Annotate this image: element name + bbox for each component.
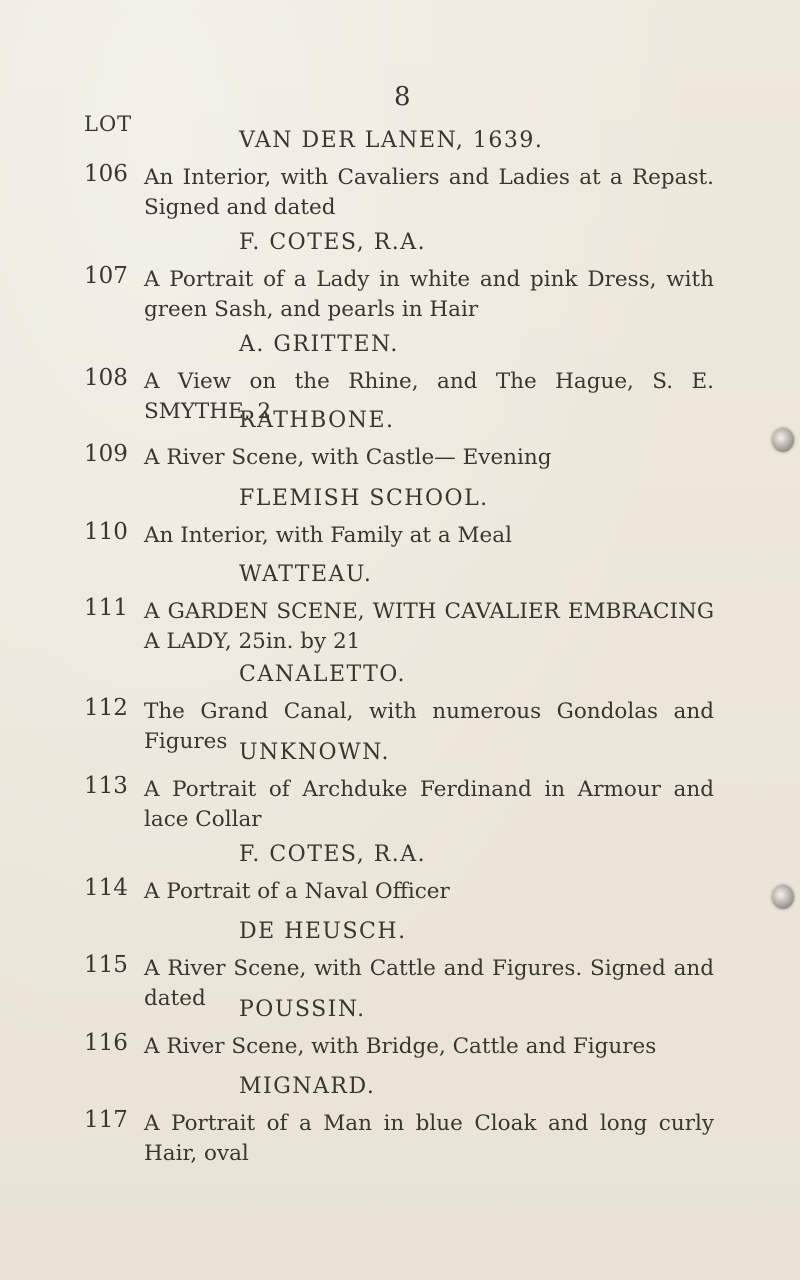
lot-title: A River Scene, with Castle— Evening <box>144 445 552 470</box>
lot-number: 113 <box>84 773 128 799</box>
lot-number: 116 <box>84 1030 128 1056</box>
lot-number: 117 <box>84 1107 128 1133</box>
lot-number: 108 <box>84 365 128 391</box>
lot-title: An Interior, with Cavaliers and Ladies at a Repast. Signed and dated <box>144 165 714 220</box>
lot-artist: MIGNARD. <box>239 1074 376 1099</box>
lot-artist: RATHBONE. <box>239 408 395 433</box>
lot-artist: FLEMISH SCHOOL. <box>239 486 489 511</box>
lot-title: An Interior, with Family at a Meal <box>144 523 512 548</box>
lot-number: 106 <box>84 161 128 187</box>
lot-number: 115 <box>84 952 128 978</box>
lot-number: 110 <box>84 519 128 545</box>
lot-title: A River Scene, with Cattle and Figures. Signed and dated <box>144 956 714 1011</box>
binding-hole-icon <box>772 428 794 452</box>
lot-title: A Portrait of a Naval Officer <box>144 879 450 904</box>
lot-artist: WATTEAU. <box>239 562 373 587</box>
lot-artist: DE HEUSCH. <box>239 919 407 944</box>
lot-title: A GARDEN SCENE, WITH CAVALIER EMBRACING A LADY, 25in. by 21 <box>144 599 714 654</box>
lot-artist: F. COTES, R.A. <box>239 230 427 255</box>
lot-number: 114 <box>84 875 128 901</box>
lot-number: 112 <box>84 695 128 721</box>
lot-title: A View on the Rhine, and The Hague, S. E. SMYTHE, 2 <box>144 369 714 424</box>
lot-title: A Portrait of Archduke Ferdinand in Armour and lace Collar <box>144 777 714 832</box>
lot-number: 109 <box>84 441 128 467</box>
lot-title: The Grand Canal, with numerous Gondolas and Figures <box>144 699 714 754</box>
lot-title: A Portrait of a Man in blue Cloak and long curly Hair, oval <box>144 1111 714 1166</box>
lot-artist: VAN DER LANEN, 1639. <box>239 128 544 153</box>
lot-artist: F. COTES, R.A. <box>239 842 427 867</box>
lot-number: 111 <box>84 595 128 621</box>
lot-artist: POUSSIN. <box>239 997 366 1022</box>
binding-hole-icon <box>772 885 794 909</box>
lot-artist: A. GRITTEN. <box>239 332 399 357</box>
lot-number: 107 <box>84 263 128 289</box>
page-number: 8 <box>394 82 411 112</box>
lot-title: A Portrait of a Lady in white and pink Dress, with green Sash, and pearls in Hair <box>144 267 714 322</box>
lot-artist: CANALETTO. <box>239 662 407 687</box>
lot-title: A River Scene, with Bridge, Cattle and Figures <box>144 1034 657 1059</box>
lot-column-header: LOT <box>84 112 133 136</box>
lot-artist: UNKNOWN. <box>239 740 390 765</box>
